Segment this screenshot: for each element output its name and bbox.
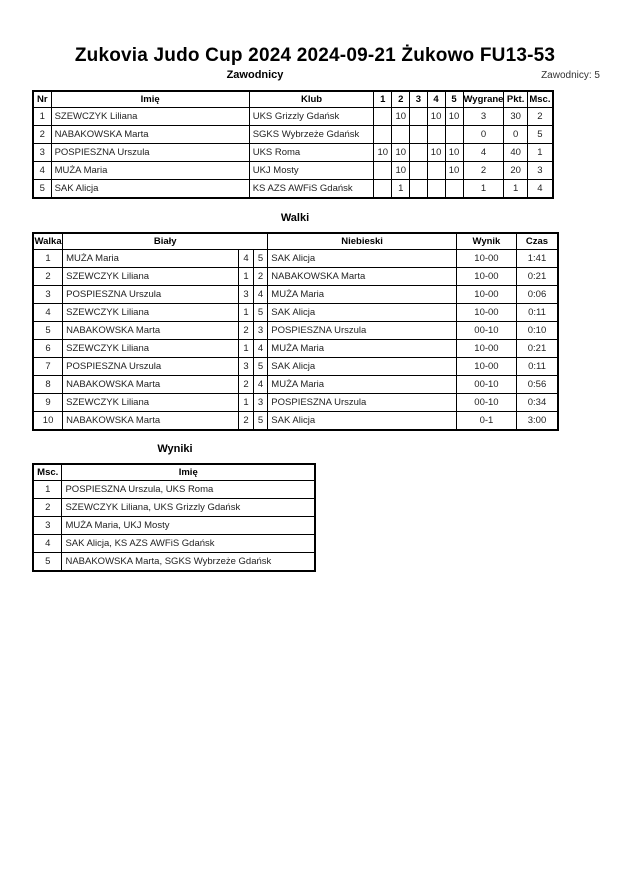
table-row: [33, 108, 553, 126]
table-cell: [427, 126, 445, 144]
table-cell: NABAKOWSKA Marta: [63, 412, 239, 431]
table-cell: 5: [33, 180, 51, 199]
table-cell: 10: [392, 162, 410, 180]
table-cell: 4: [33, 304, 63, 322]
table-cell: 10-00: [456, 286, 516, 304]
table-cell: 0: [463, 126, 504, 144]
table-row: [33, 286, 558, 304]
table-cell: MUŻA Maria: [51, 162, 249, 180]
col-header: 1: [374, 91, 392, 108]
table-cell: 5: [33, 553, 62, 572]
table-cell: [374, 126, 392, 144]
table-cell: SAK Alicja: [51, 180, 249, 199]
table-cell: 0:10: [516, 322, 558, 340]
table-cell: SAK Alicja: [268, 412, 457, 431]
table-cell: 4: [239, 250, 254, 268]
table-cell: 4: [253, 286, 268, 304]
table-row: [33, 268, 558, 286]
table-cell: 10: [445, 108, 463, 126]
table-cell: [410, 108, 427, 126]
table-cell: 1: [239, 394, 254, 412]
table-cell: 1:41: [516, 250, 558, 268]
table-cell: SAK Alicja, KS AZS AWFiS Gdańsk: [62, 535, 315, 553]
table-row: [33, 358, 558, 376]
col-header: Msc.: [527, 91, 553, 108]
col-header: Niebieski: [268, 233, 457, 250]
table-cell: 2: [253, 268, 268, 286]
table-cell: 3: [253, 394, 268, 412]
table-cell: POSPIESZNA Urszula: [63, 358, 239, 376]
table-cell: MUŻA Maria: [63, 250, 239, 268]
table-row: [33, 394, 558, 412]
table-cell: 4: [253, 376, 268, 394]
table-cell: 3: [239, 286, 254, 304]
table-cell: UKS Grizzly Gdańsk: [249, 108, 374, 126]
table-cell: 3: [527, 162, 553, 180]
table-cell: 0:11: [516, 358, 558, 376]
table-row: [33, 535, 315, 553]
table-row: [33, 126, 553, 144]
table-cell: 3: [253, 322, 268, 340]
table-cell: 1: [392, 180, 410, 199]
table-cell: [410, 162, 427, 180]
col-header: Biały: [63, 233, 268, 250]
col-header: 2: [392, 91, 410, 108]
table-cell: NABAKOWSKA Marta: [63, 376, 239, 394]
table-cell: [410, 144, 427, 162]
table-cell: SAK Alicja: [268, 358, 457, 376]
table-cell: 10-00: [456, 250, 516, 268]
table-cell: 2: [33, 499, 62, 517]
table-row: [33, 180, 553, 199]
table-cell: 1: [33, 250, 63, 268]
table-row: [33, 517, 315, 535]
table-cell: SZEWCZYK Liliana: [51, 108, 249, 126]
col-header: Nr: [33, 91, 51, 108]
table-cell: NABAKOWSKA Marta: [51, 126, 249, 144]
table-cell: SAK Alicja: [268, 250, 457, 268]
table-cell: 5: [253, 250, 268, 268]
table-cell: 5: [253, 412, 268, 431]
table-cell: UKS Roma: [249, 144, 374, 162]
table-cell: NABAKOWSKA Marta: [268, 268, 457, 286]
table-row: [33, 412, 558, 431]
table-cell: 6: [33, 340, 63, 358]
table-cell: 2: [527, 108, 553, 126]
table-cell: [374, 180, 392, 199]
table-cell: 3: [33, 517, 62, 535]
table-cell: POSPIESZNA Urszula, UKS Roma: [62, 481, 315, 499]
table-cell: 3: [33, 286, 63, 304]
table-cell: SZEWCZYK Liliana: [63, 394, 239, 412]
table-row: [33, 376, 558, 394]
table-cell: 0:21: [516, 268, 558, 286]
competitors-table: [32, 90, 554, 199]
table-cell: 0:21: [516, 340, 558, 358]
col-header: 3: [410, 91, 427, 108]
table-cell: 0:11: [516, 304, 558, 322]
results-table: [32, 463, 316, 572]
table-cell: 7: [33, 358, 63, 376]
table-cell: POSPIESZNA Urszula: [268, 394, 457, 412]
table-cell: 5: [33, 322, 63, 340]
table-cell: [427, 162, 445, 180]
table-cell: NABAKOWSKA Marta, SGKS Wybrzeże Gdańsk: [62, 553, 315, 572]
table-cell: 10: [33, 412, 63, 431]
table-cell: 2: [239, 322, 254, 340]
table-cell: SZEWCZYK Liliana: [63, 340, 239, 358]
table-cell: [392, 126, 410, 144]
col-header: Msc.: [33, 464, 62, 481]
table-row: [33, 162, 553, 180]
table-row: [33, 340, 558, 358]
table-cell: 10-00: [456, 340, 516, 358]
table-row: [33, 144, 553, 162]
table-row: [33, 499, 315, 517]
table-cell: 1: [239, 304, 254, 322]
table-cell: 3: [463, 108, 504, 126]
fights-header-row: [33, 233, 558, 250]
table-cell: 10: [427, 144, 445, 162]
table-cell: 10: [392, 144, 410, 162]
col-header: Czas: [516, 233, 558, 250]
table-cell: 00-10: [456, 394, 516, 412]
col-header: Klub: [249, 91, 374, 108]
col-header: Wynik: [456, 233, 516, 250]
table-cell: 20: [504, 162, 527, 180]
table-cell: 9: [33, 394, 63, 412]
table-cell: 2: [33, 126, 51, 144]
competitors-count: Zawodnicy: 5: [541, 70, 600, 81]
table-cell: 5: [253, 358, 268, 376]
fights-heading: Walki: [280, 212, 310, 224]
table-cell: [374, 108, 392, 126]
table-cell: 00-10: [456, 376, 516, 394]
table-cell: 3: [239, 358, 254, 376]
table-cell: 4: [527, 180, 553, 199]
table-cell: SZEWCZYK Liliana: [63, 268, 239, 286]
table-cell: 1: [239, 268, 254, 286]
table-cell: 40: [504, 144, 527, 162]
col-header: Walka: [33, 233, 63, 250]
table-cell: 2: [239, 412, 254, 431]
col-header: Wygrane: [463, 91, 504, 108]
table-cell: SAK Alicja: [268, 304, 457, 322]
table-cell: 10: [392, 108, 410, 126]
table-cell: 1: [239, 340, 254, 358]
table-cell: 10: [427, 108, 445, 126]
table-cell: 0:34: [516, 394, 558, 412]
table-cell: [445, 126, 463, 144]
col-header: Imię: [51, 91, 249, 108]
page-title: Zukovia Judo Cup 2024 2024-09-21 Żukowo FU13-53: [74, 45, 556, 66]
table-cell: 1: [504, 180, 527, 199]
table-cell: 5: [527, 126, 553, 144]
table-cell: MUŻA Maria, UKJ Mosty: [62, 517, 315, 535]
table-row: [33, 322, 558, 340]
table-cell: 2: [239, 376, 254, 394]
table-cell: 4: [253, 340, 268, 358]
table-row: [33, 304, 558, 322]
table-cell: [410, 126, 427, 144]
table-cell: 8: [33, 376, 63, 394]
table-cell: NABAKOWSKA Marta: [63, 322, 239, 340]
table-cell: 4: [33, 535, 62, 553]
results-heading: Wyniki: [157, 443, 193, 455]
col-header: Imię: [62, 464, 315, 481]
competitors-heading: Zawodnicy: [226, 69, 284, 81]
table-row: [33, 481, 315, 499]
col-header: 5: [445, 91, 463, 108]
table-cell: [374, 162, 392, 180]
table-cell: 2: [463, 162, 504, 180]
table-cell: SZEWCZYK Liliana: [63, 304, 239, 322]
table-cell: 30: [504, 108, 527, 126]
table-cell: SGKS Wybrzeże Gdańsk: [249, 126, 374, 144]
table-cell: SZEWCZYK Liliana, UKS Grizzly Gdańsk: [62, 499, 315, 517]
table-cell: 1: [463, 180, 504, 199]
table-cell: 10: [374, 144, 392, 162]
table-cell: POSPIESZNA Urszula: [51, 144, 249, 162]
table-cell: 00-10: [456, 322, 516, 340]
table-cell: MUŻA Maria: [268, 340, 457, 358]
table-cell: 10: [445, 162, 463, 180]
competitors-header-row: [33, 91, 553, 108]
table-cell: 1: [33, 108, 51, 126]
col-header: 4: [427, 91, 445, 108]
table-cell: 0: [504, 126, 527, 144]
table-cell: 0:56: [516, 376, 558, 394]
col-header: Pkt.: [504, 91, 527, 108]
table-cell: 10-00: [456, 358, 516, 376]
table-cell: [427, 180, 445, 199]
table-cell: 4: [463, 144, 504, 162]
table-cell: MUŻA Maria: [268, 376, 457, 394]
table-cell: 3:00: [516, 412, 558, 431]
table-cell: 0-1: [456, 412, 516, 431]
table-row: [33, 553, 315, 572]
table-cell: MUŻA Maria: [268, 286, 457, 304]
table-cell: POSPIESZNA Urszula: [268, 322, 457, 340]
table-cell: 10-00: [456, 304, 516, 322]
table-cell: 10: [445, 144, 463, 162]
table-cell: POSPIESZNA Urszula: [63, 286, 239, 304]
table-cell: 4: [33, 162, 51, 180]
table-row: [33, 250, 558, 268]
table-cell: 0:06: [516, 286, 558, 304]
table-cell: 10-00: [456, 268, 516, 286]
table-cell: 2: [33, 268, 63, 286]
table-cell: 1: [33, 481, 62, 499]
table-cell: 3: [33, 144, 51, 162]
table-cell: [410, 180, 427, 199]
table-cell: UKJ Mosty: [249, 162, 374, 180]
table-cell: 1: [527, 144, 553, 162]
table-cell: [445, 180, 463, 199]
fights-table: [32, 232, 559, 431]
table-cell: KS AZS AWFiS Gdańsk: [249, 180, 374, 199]
table-cell: 5: [253, 304, 268, 322]
results-header-row: [33, 464, 315, 481]
